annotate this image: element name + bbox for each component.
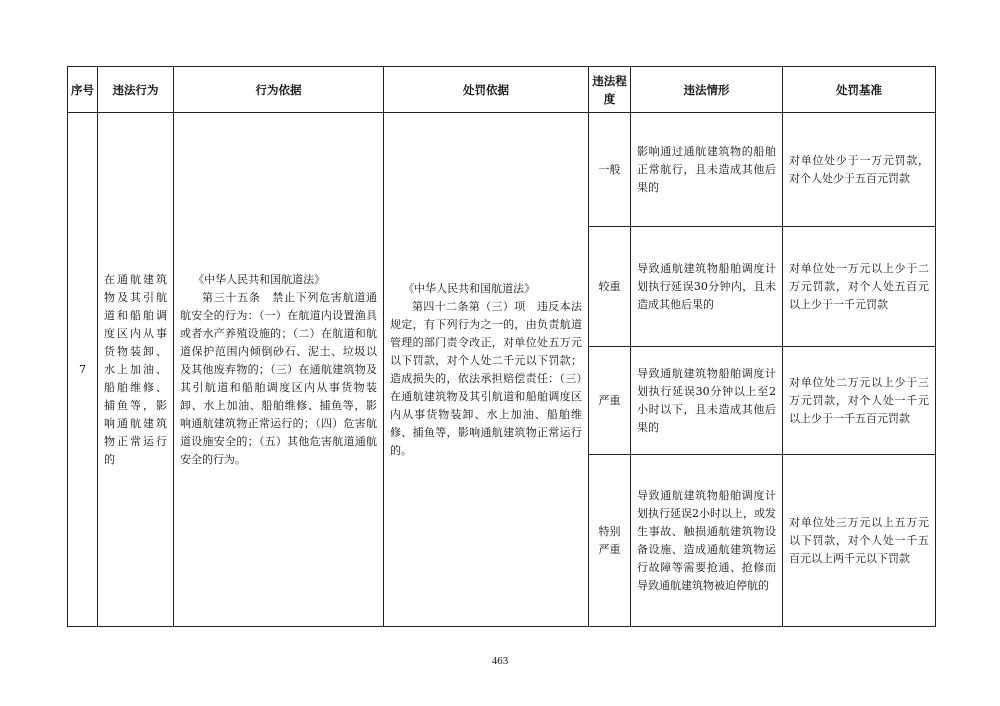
page-number: 463 — [491, 655, 509, 667]
header-standard: 处罚基准 — [783, 67, 936, 113]
standard-especially-severe: 对单位处三万元以上五万元以下罚款，对个人处一千五百元以上两千元以下罚款 — [783, 455, 936, 627]
header-row — [68, 67, 936, 113]
header-seq: 序号 — [68, 67, 98, 113]
table-row — [68, 113, 936, 227]
header-penalty-basis: 处罚依据 — [384, 67, 589, 113]
header-situation: 违法情形 — [631, 67, 783, 113]
basis-body: 第三十五条 禁止下列危害航道通航安全的行为：（一）在航道内设置渔具或者水产养殖设施的；（二）在航道和航道保护范围内倾倒砂石、泥土、垃圾以及其他废弃物的；（三）在通航建筑物及其引航道和船舶调度区内从事货物装卸、水上加油、船舶维修、捕鱼等，影响通航建筑物正常运行的；（四）危害航道设施安全的；（五）其他危害航道通航安全的行为。 — [180, 290, 377, 466]
degree-especially-severe: 特别严重 — [589, 455, 631, 627]
row-violation: 在通航建筑物及其引航道和船舶调度区内从事货物装卸、水上加油、船舶维修、捕鱼等，影响通航建筑物正常运行的 — [98, 113, 174, 627]
standard-serious: 对单位处一万元以上少于二万元罚款，对个人处五百元以上少于一千元罚款 — [783, 227, 936, 347]
header-basis: 行为依据 — [174, 67, 384, 113]
degree-serious: 较重 — [589, 227, 631, 347]
degree-general: 一般 — [589, 113, 631, 227]
header-degree: 违法程度 — [589, 67, 631, 113]
situation-general: 影响通过通航建筑物的船舶正常航行，且未造成其他后果的 — [631, 113, 783, 227]
row-penalty-basis — [384, 113, 589, 627]
row-seq: 7 — [68, 113, 98, 627]
basis-title: 《中华人民共和国航道法》 — [193, 272, 326, 286]
situation-especially-severe: 导致通航建筑物船舶调度计划执行延误2小时以上，或发生事故、触损通航建筑物设备设施、造成通航建筑物运行故障等需要抢通、抢修而导致通航建筑物被迫停航的 — [631, 455, 783, 627]
penalty-title: 《中华人民共和国航道法》 — [403, 281, 536, 295]
penalty-body: 第四十二条第（三）项 违反本法规定，有下列行为之一的，由负责航道管理的部门责令改正，对单位处五万元以下罚款，对个人处二千元以下罚款；造成损失的，依法承担赔偿责任：（三）在通航建筑物及其引航道和船舶调度区内从事货物装卸、水上加油、船舶维修、捕鱼等，影响通航建筑物正常运行的。 — [390, 299, 582, 457]
situation-serious: 导致通航建筑物船舶调度计划执行延误30分钟内，且未造成其他后果的 — [631, 227, 783, 347]
situation-severe: 导致通航建筑物船舶调度计划执行延误30分钟以上至2小时以下，且未造成其他后果的 — [631, 347, 783, 455]
standard-general: 对单位处少于一万元罚款，对个人处少于五百元罚款 — [783, 113, 936, 227]
header-violation: 违法行为 — [98, 67, 174, 113]
penalty-standard-table — [67, 66, 936, 627]
standard-severe: 对单位处二万元以上少于三万元罚款，对个人处一千元以上少于一千五百元罚款 — [783, 347, 936, 455]
row-basis — [174, 113, 384, 627]
degree-severe: 严重 — [589, 347, 631, 455]
